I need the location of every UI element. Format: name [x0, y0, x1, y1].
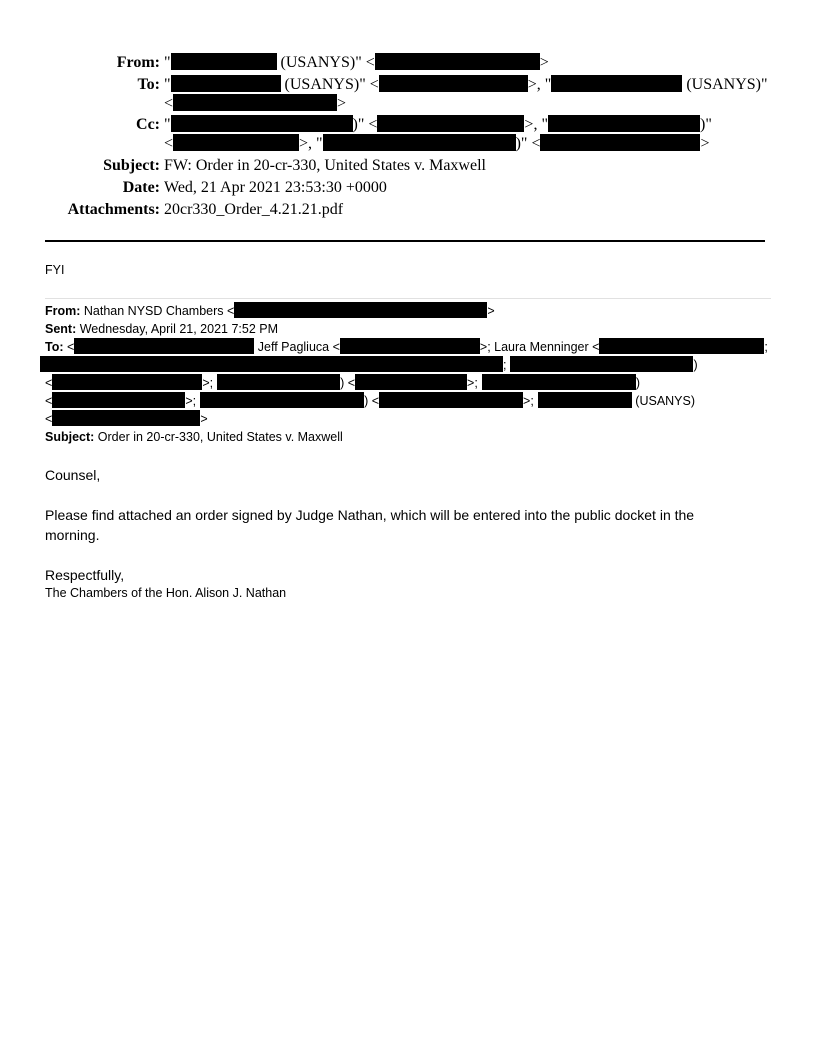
cc-paren-2: )" <	[515, 135, 541, 152]
fwd-to-row-2	[40, 356, 698, 374]
fwd-to-lt-3: <	[45, 412, 53, 426]
cc-paren: )" <	[352, 116, 378, 133]
header-date-row	[0, 178, 816, 197]
cc-quote: "	[164, 116, 171, 133]
fyi-text: FYI	[45, 263, 65, 277]
to-label: To:	[137, 76, 160, 93]
fwd-from-row	[45, 302, 495, 320]
redaction-box	[355, 374, 467, 390]
body-signature: The Chambers of the Hon. Alison J. Nathan	[45, 586, 287, 600]
header-cc-row-2	[164, 134, 710, 153]
subject-value: FW: Order in 20-cr-330, United States v. Maxwell	[164, 157, 486, 174]
to-value	[164, 75, 768, 94]
fwd-to-paren-4: ) <	[364, 394, 380, 408]
fwd-to-semi-2: ;	[503, 358, 507, 372]
redaction-box	[171, 75, 281, 92]
redaction-box	[510, 356, 693, 372]
redaction-box	[40, 356, 503, 372]
redaction-box	[171, 115, 353, 132]
fwd-subject-value: Order in 20-cr-330, United States v. Maxwell	[94, 430, 343, 444]
header-subject-row	[0, 156, 816, 175]
fwd-subject-label: Subject:	[45, 430, 95, 444]
redaction-box	[375, 53, 540, 70]
redaction-box	[52, 410, 200, 426]
fwd-from-end: >	[487, 304, 495, 318]
body-paragraph-line-2: morning.	[45, 527, 100, 543]
redaction-box	[548, 115, 700, 132]
redaction-box	[234, 302, 487, 318]
forward-divider	[45, 298, 771, 299]
to-usanys-2: (USANYS)"	[682, 76, 768, 93]
header-cc-row	[0, 115, 816, 134]
cc-value	[164, 115, 712, 134]
redaction-box	[200, 392, 364, 408]
fwd-to-lt: <	[45, 376, 53, 390]
from-end: >	[539, 54, 549, 71]
body-closing: Respectfully,	[45, 567, 125, 583]
to-usanys: (USANYS)" <	[280, 76, 379, 93]
to-quote: "	[164, 76, 171, 93]
header-divider	[45, 240, 765, 242]
redaction-box	[540, 134, 700, 151]
fwd-to-row-3	[45, 374, 640, 392]
body-paragraph-line-1: Please find attached an order signed by Judge Nathan, which will be entered into the public docket in the	[45, 507, 695, 523]
redaction-box	[74, 338, 254, 354]
cc-gt: >	[700, 135, 710, 152]
body-greeting: Counsel,	[45, 467, 101, 483]
redaction-box	[323, 134, 516, 151]
redaction-box	[538, 392, 632, 408]
to-gt: >	[337, 95, 347, 112]
cc-end: )"	[699, 116, 712, 133]
redaction-box	[217, 374, 340, 390]
fwd-to-usanys: (USANYS)	[631, 394, 696, 408]
fwd-subject-row	[45, 428, 343, 446]
redaction-box	[482, 374, 636, 390]
from-label: From:	[116, 54, 160, 71]
to-lt: <	[164, 95, 174, 112]
fwd-from-value: Nathan NYSD Chambers <	[80, 304, 235, 318]
cc-separator-2: >, "	[299, 135, 323, 152]
redaction-box	[379, 75, 528, 92]
fwd-sent-row	[45, 320, 278, 338]
fwd-to-gt: >	[200, 412, 208, 426]
fwd-from-label: From:	[45, 304, 81, 318]
redaction-box	[173, 134, 299, 151]
fwd-to-semi: ;	[764, 340, 768, 354]
fwd-sent-value: Wednesday, April 21, 2021 7:52 PM	[76, 322, 278, 336]
fwd-sent-label: Sent:	[45, 322, 77, 336]
fwd-to-row	[45, 338, 768, 356]
date-value: Wed, 21 Apr 2021 23:53:30 +0000	[164, 179, 387, 196]
attachment-link[interactable]: 20cr330_Order_4.21.21.pdf	[164, 201, 344, 218]
fwd-to-laura: >; Laura Menninger <	[479, 340, 600, 354]
from-value	[164, 53, 549, 72]
redaction-box	[171, 53, 277, 70]
fwd-to-paren-3: )	[635, 376, 640, 390]
fwd-to-gt-semi-3: >;	[185, 394, 197, 408]
fwd-to-gt-semi-2: >;	[467, 376, 478, 390]
redaction-box	[173, 94, 337, 111]
fwd-to-row-5	[45, 410, 208, 428]
redaction-box	[52, 374, 202, 390]
subject-label: Subject:	[103, 157, 160, 174]
header-from-row	[0, 53, 816, 72]
fwd-to-gt-semi-4: >;	[523, 394, 534, 408]
redaction-box	[599, 338, 764, 354]
fwd-to-open: <	[63, 340, 75, 354]
redaction-box	[379, 392, 523, 408]
header-to-row	[0, 75, 816, 94]
redaction-box	[377, 115, 524, 132]
from-quote: "	[164, 54, 171, 71]
cc-lt: <	[164, 135, 174, 152]
date-label: Date:	[122, 179, 160, 196]
fwd-to-paren-1: )	[693, 358, 698, 372]
redaction-box	[551, 75, 682, 92]
redaction-box	[52, 392, 185, 408]
cc-separator: >, "	[524, 116, 548, 133]
fwd-to-label: To:	[45, 340, 64, 354]
redaction-box	[340, 338, 480, 354]
fwd-to-paren-2: ) <	[340, 376, 356, 390]
header-attachments-row	[0, 200, 816, 219]
fwd-to-gt-semi: >;	[202, 376, 214, 390]
from-usanys: (USANYS)" <	[276, 54, 375, 71]
fwd-to-lt-2: <	[45, 394, 53, 408]
cc-label: Cc:	[136, 116, 160, 133]
fwd-to-row-4	[45, 392, 695, 410]
fwd-to-jeff: Jeff Pagliuca <	[254, 340, 340, 354]
header-to-row-2	[164, 94, 346, 113]
to-separator: >, "	[527, 76, 552, 93]
attachments-label: Attachments:	[67, 201, 160, 218]
